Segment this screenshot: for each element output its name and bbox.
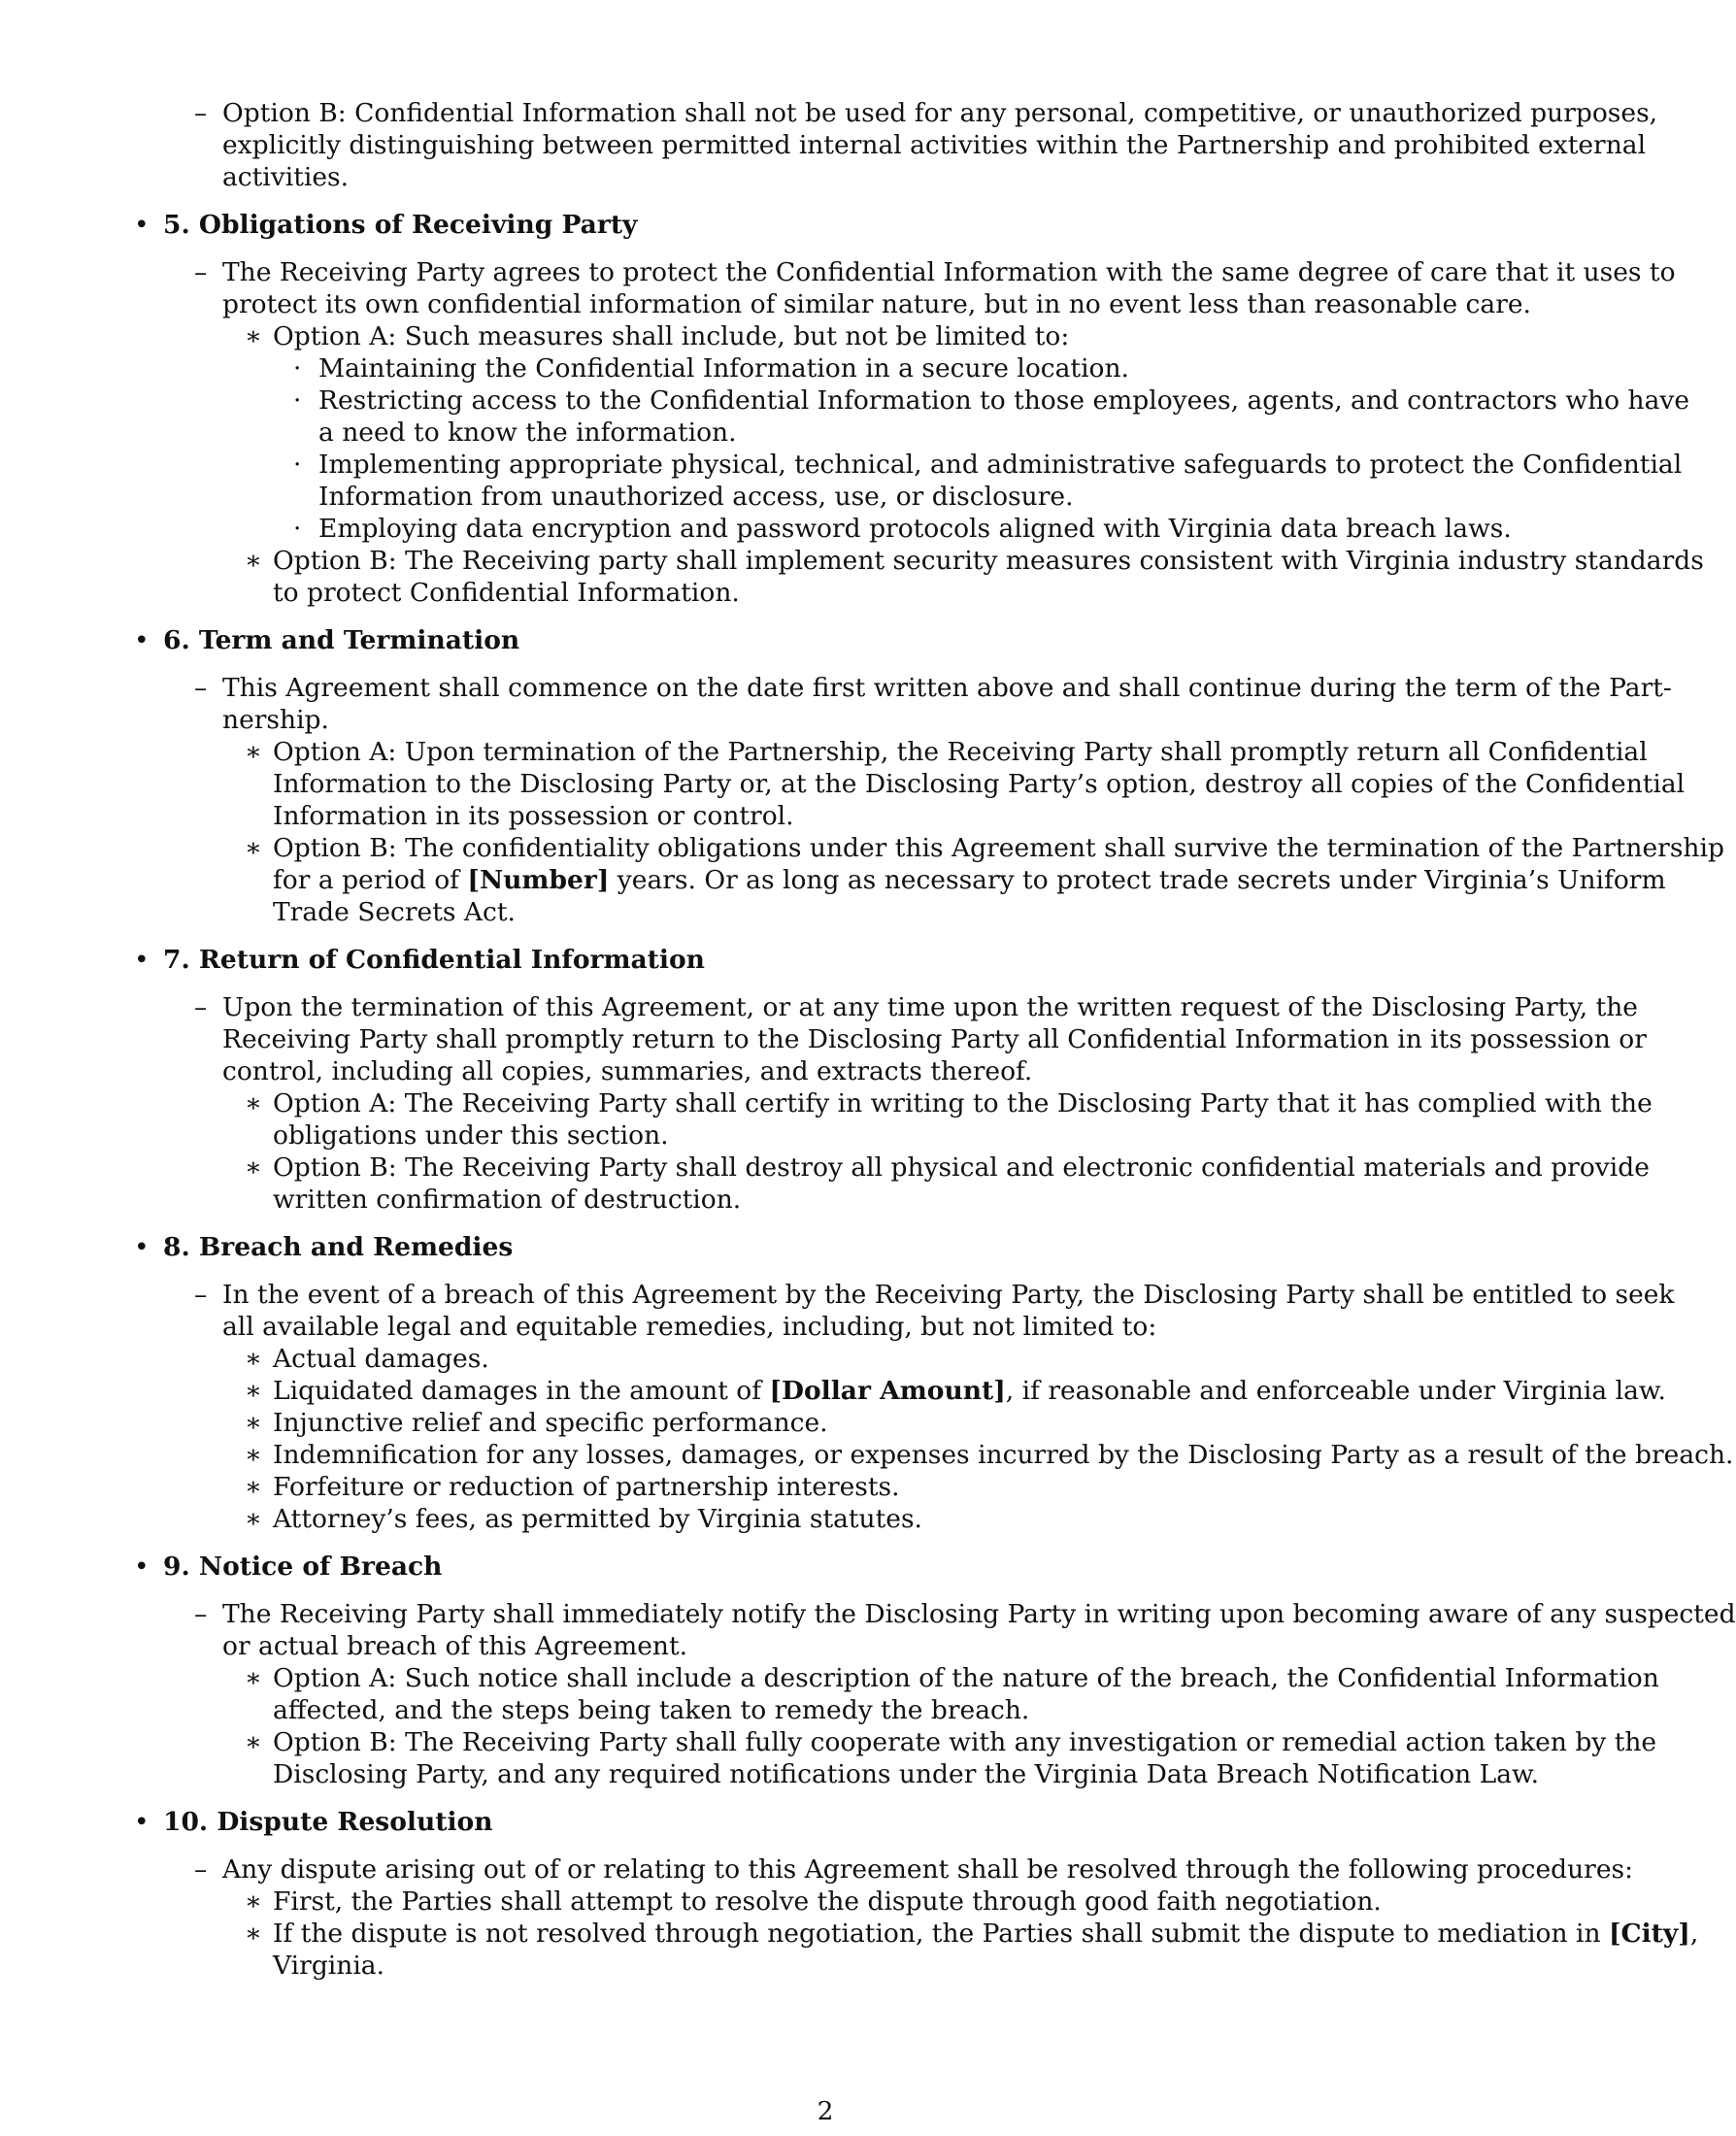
- text-run: ,: [1689, 1919, 1699, 1949]
- placeholder-number: [Number]: [467, 865, 610, 895]
- text-line: First, the Parties shall attempt to resolve the dispute through good faith negotiation.: [273, 1886, 1382, 1917]
- asterisk-marker: ∗: [245, 321, 263, 351]
- text-run: If the dispute is not resolved through negotiation, the Parties shall submit the dispute to mediation in: [273, 1919, 1609, 1949]
- asterisk-marker: ∗: [245, 1344, 263, 1374]
- text-run: for a period of: [273, 865, 468, 895]
- remedy-item: [124, 1471, 1553, 1503]
- asterisk-marker: ∗: [245, 1472, 263, 1502]
- dash-marker: –: [194, 98, 208, 128]
- section-9-option-b: [124, 1726, 1657, 1790]
- text-line: protect its own confidential information of similar nature, but in no event less than reasonable care.: [222, 289, 1531, 319]
- procedure-item: [124, 1918, 1699, 1982]
- text-line: a need to know the information.: [318, 417, 737, 448]
- text-line: [273, 864, 1666, 896]
- dot-marker: ·: [293, 514, 302, 544]
- bullet-marker: •: [134, 945, 150, 975]
- text-line: all available legal and equitable remedies, including, but not limited to:: [222, 1312, 1157, 1342]
- section-7-option-a: [124, 1087, 1653, 1151]
- section-heading: [124, 209, 1553, 241]
- text-line: to protect Confidential Information.: [273, 578, 740, 608]
- text-line: obligations under this section.: [273, 1120, 669, 1151]
- section-9-clause: [124, 1598, 1736, 1662]
- bullet-marker: •: [134, 1807, 150, 1837]
- dash-marker: –: [194, 257, 208, 287]
- section-heading: [124, 944, 1553, 976]
- asterisk-marker: ∗: [245, 737, 263, 767]
- section-6-option-b: [124, 832, 1724, 928]
- section-title: 6. Term and Termination: [163, 625, 520, 655]
- text-line: affected, and the steps being taken to remedy the breach.: [273, 1695, 1030, 1725]
- section-8-clause: [124, 1279, 1675, 1343]
- page-number: 2: [817, 2096, 834, 2126]
- section-9: [124, 1551, 1736, 1790]
- asterisk-marker: ∗: [245, 1663, 263, 1693]
- section-7-option-b: [124, 1151, 1650, 1216]
- text-line: Injunctive relief and specific performance.: [273, 1408, 828, 1438]
- text-line: Option B: The Receiving Party shall destroy all physical and electronic confidential materials and provide: [273, 1152, 1650, 1183]
- section-5: [124, 209, 1704, 609]
- text-line: The Receiving Party agrees to protect the Confidential Information with the same degree of care that it uses to: [222, 257, 1676, 287]
- section-title: 10. Dispute Resolution: [163, 1807, 493, 1837]
- section-7: [124, 944, 1653, 1216]
- text-line: Option B: Confidential Information shall not be used for any personal, competitive, or unauthorized purposes,: [222, 98, 1658, 128]
- measure-item: [124, 449, 1683, 513]
- section-4-option-b: [124, 97, 1658, 193]
- asterisk-marker: ∗: [245, 546, 263, 576]
- asterisk-marker: ∗: [245, 1408, 263, 1438]
- bullet-marker: •: [134, 1552, 150, 1582]
- dash-marker: –: [194, 1854, 208, 1885]
- text-line: control, including all copies, summaries, and extracts thereof.: [222, 1056, 1033, 1086]
- text-line: Implementing appropriate physical, technical, and administrative safeguards to protect the Confidential: [318, 450, 1683, 480]
- asterisk-marker: ∗: [245, 1886, 263, 1917]
- section-8: [124, 1231, 1734, 1535]
- placeholder-dollar-amount: [Dollar Amount]: [769, 1376, 1006, 1406]
- text-line: Disclosing Party, and any required notifications under the Virginia Data Breach Notification Law.: [273, 1759, 1540, 1789]
- text-line: Maintaining the Confidential Information in a secure location.: [318, 353, 1129, 384]
- text-line: Option A: Such notice shall include a description of the nature of the breach, the Confidential Information: [273, 1663, 1659, 1693]
- dash-marker: –: [194, 992, 208, 1022]
- text-line: Restricting access to the Confidential Information to those employees, agents, and contractors who have: [318, 385, 1690, 416]
- text-line: written confirmation of destruction.: [273, 1185, 742, 1215]
- procedure-item: [124, 1886, 1553, 1918]
- section-5-option-a: [124, 320, 1553, 352]
- placeholder-city: [City]: [1608, 1919, 1690, 1949]
- section-6-option-a: [124, 736, 1686, 832]
- text-line: Forfeiture or reduction of partnership interests.: [273, 1472, 900, 1502]
- asterisk-marker: ∗: [245, 1919, 263, 1949]
- section-7-clause: [124, 991, 1647, 1087]
- asterisk-marker: ∗: [245, 1504, 263, 1534]
- section-10: [124, 1806, 1699, 1982]
- text-run: , if reasonable and enforceable under Virginia law.: [1005, 1376, 1666, 1406]
- text-line: Trade Secrets Act.: [273, 897, 516, 927]
- dot-marker: ·: [293, 385, 302, 416]
- section-heading: [124, 1551, 1553, 1583]
- text-line: This Agreement shall commence on the date first written above and shall continue during the term of the Part-: [222, 673, 1672, 703]
- dash-marker: –: [194, 673, 208, 703]
- text-line: [273, 1918, 1699, 1950]
- bullet-marker: •: [134, 1232, 150, 1262]
- remedy-item: [124, 1407, 1553, 1439]
- text-line: Option A: Upon termination of the Partnership, the Receiving Party shall promptly return all Confidential: [273, 737, 1648, 767]
- text-line: Actual damages.: [273, 1344, 489, 1374]
- text-run: Liquidated damages in the amount of: [273, 1376, 770, 1406]
- asterisk-marker: ∗: [245, 1088, 263, 1118]
- dash-marker: –: [194, 1280, 208, 1310]
- remedy-item: [124, 1375, 1666, 1407]
- section-heading: [124, 1231, 1553, 1263]
- section-heading: [124, 1806, 1553, 1838]
- measure-item: [124, 513, 1553, 545]
- section-heading: [124, 624, 1553, 656]
- text-line: Information in its possession or control.: [273, 801, 794, 831]
- text-line: nership.: [222, 705, 329, 735]
- text-line: Information to the Disclosing Party or, at the Disclosing Party’s option, destroy all copies of the Confidential: [273, 769, 1686, 799]
- text-line: In the event of a breach of this Agreement by the Receiving Party, the Disclosing Party shall be entitled to seek: [222, 1280, 1675, 1310]
- dot-marker: ·: [293, 353, 302, 384]
- measure-item: [124, 384, 1690, 449]
- text-line: Any dispute arising out of or relating to this Agreement shall be resolved through the following procedures:: [222, 1854, 1634, 1885]
- text-line: Receiving Party shall promptly return to the Disclosing Party all Confidential Information in its possession or: [222, 1024, 1647, 1054]
- text-line: Information from unauthorized access, use, or disclosure.: [318, 482, 1074, 512]
- section-title: 7. Return of Confidential Information: [163, 945, 705, 975]
- asterisk-marker: ∗: [245, 1440, 263, 1470]
- asterisk-marker: ∗: [245, 1376, 263, 1406]
- remedy-item: [124, 1439, 1734, 1471]
- section-6-clause: [124, 672, 1672, 736]
- text-line: Option B: The Receiving Party shall fully cooperate with any investigation or remedial action taken by the: [273, 1727, 1657, 1757]
- bullet-marker: •: [134, 210, 150, 240]
- section-10-clause: [124, 1853, 1634, 1886]
- text-line: or actual breach of this Agreement.: [222, 1631, 688, 1661]
- text-line: activities.: [222, 162, 350, 192]
- text-line: Option A: Such measures shall include, but not be limited to:: [273, 321, 1070, 351]
- text-line: Option B: The confidentiality obligations under this Agreement shall survive the termination of the Partnership: [273, 833, 1724, 863]
- text-line: Employing data encryption and password protocols aligned with Virginia data breach laws.: [318, 514, 1512, 544]
- section-9-option-a: [124, 1662, 1659, 1726]
- section-title: 8. Breach and Remedies: [163, 1232, 514, 1262]
- text-line: Option A: The Receiving Party shall certify in writing to the Disclosing Party that it has complied with the: [273, 1088, 1653, 1118]
- bullet-marker: •: [134, 625, 150, 655]
- section-6: [124, 624, 1724, 928]
- text-line: The Receiving Party shall immediately notify the Disclosing Party in writing upon becoming aware of any suspected: [222, 1599, 1736, 1629]
- section-5-option-b: [124, 545, 1704, 609]
- asterisk-marker: ∗: [245, 833, 263, 863]
- text-line: Indemnification for any losses, damages, or expenses incurred by the Disclosing Party as a result of the breach.: [273, 1440, 1734, 1470]
- measure-item: [124, 352, 1553, 384]
- asterisk-marker: ∗: [245, 1152, 263, 1183]
- dash-marker: –: [194, 1599, 208, 1629]
- section-title: 5. Obligations of Receiving Party: [163, 210, 638, 240]
- remedy-item: [124, 1503, 1553, 1535]
- remedy-item: [124, 1343, 1553, 1375]
- text-line: Virginia.: [273, 1951, 385, 1981]
- text-line: explicitly distinguishing between permitted internal activities within the Partnership and prohibited external: [222, 130, 1647, 160]
- text-line: Attorney’s fees, as permitted by Virginia statutes.: [273, 1504, 922, 1534]
- dot-marker: ·: [293, 450, 302, 480]
- text-run: years. Or as long as necessary to protect trade secrets under Virginia’s Uniform: [609, 865, 1666, 895]
- text-line: Option B: The Receiving party shall implement security measures consistent with Virginia industry standards: [273, 546, 1704, 576]
- asterisk-marker: ∗: [245, 1727, 263, 1757]
- text-line: [273, 1375, 1666, 1407]
- section-title: 9. Notice of Breach: [163, 1552, 443, 1582]
- section-5-clause: [124, 256, 1676, 320]
- text-line: Upon the termination of this Agreement, or at any time upon the written request of the Disclosing Party, the: [222, 992, 1638, 1022]
- document-body: [124, 97, 1736, 1982]
